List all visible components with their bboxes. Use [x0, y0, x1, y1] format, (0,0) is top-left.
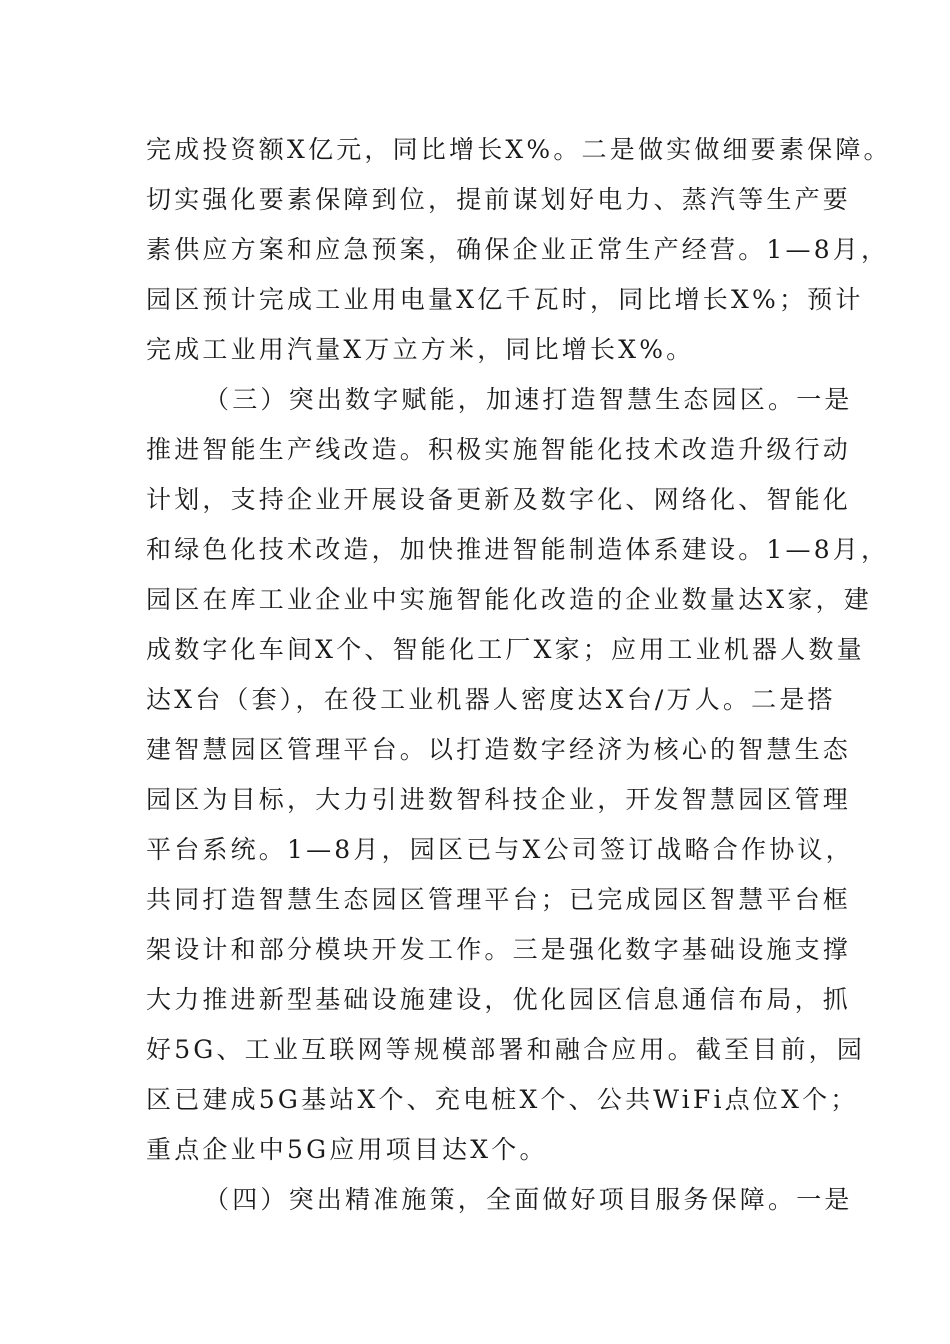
section-heading-line: （三）突出数字赋能，加速打造智慧生态园区。一是 [204, 385, 853, 414]
text-line: 好5G、工业互联网等规模部署和融合应用。截至目前，园 [146, 1035, 866, 1064]
text-line: 平台系统。1—8月，园区已与X公司签订战略合作协议， [146, 835, 854, 864]
text-line: 共同打造智慧生态园区管理平台；已完成园区智慧平台框 [146, 885, 852, 914]
text-line: 园区预计完成工业用电量X亿千瓦时，同比增长X%；预计 [146, 285, 864, 314]
text-line: 园区为目标，大力引进数智科技企业，开发智慧园区管理 [146, 785, 852, 814]
text-line: 重点企业中5G应用项目达X个。 [146, 1135, 548, 1164]
text-line: 切实强化要素保障到位，提前谋划好电力、蒸汽等生产要 [146, 185, 852, 214]
text-line: 成数字化车间X个、智能化工厂X家；应用工业机器人数量 [146, 635, 865, 664]
text-line: 达X台（套），在役工业机器人密度达X台/万人。二是搭 [146, 685, 836, 714]
text-line: 大力推进新型基础设施建设，优化园区信息通信布局，抓 [146, 985, 852, 1014]
text-line: 区已建成5G基站X个、充电桩X个、公共WiFi点位X个； [146, 1085, 859, 1114]
text-line: 推进智能生产线改造。积极实施智能化技术改造升级行动 [146, 435, 852, 464]
text-line: 完成投资额X亿元，同比增长X%。二是做实做细要素保障。 [146, 135, 892, 164]
text-line: 园区在库工业企业中实施智能化改造的企业数量达X家，建 [146, 585, 873, 614]
text-line: 完成工业用汽量X万立方米，同比增长X%。 [146, 335, 695, 364]
text-line: 建智慧园区管理平台。以打造数字经济为核心的智慧生态 [146, 735, 852, 764]
text-line: 架设计和部分模块开发工作。三是强化数字基础设施支撑 [146, 935, 852, 964]
text-line: 和绿色化技术改造，加快推进智能制造体系建设。1—8月， [146, 535, 890, 564]
text-line: 计划，支持企业开展设备更新及数字化、网络化、智能化 [146, 485, 852, 514]
text-line: 素供应方案和应急预案，确保企业正常生产经营。1—8月， [146, 235, 890, 264]
section-heading-line: （四）突出精准施策，全面做好项目服务保障。一是 [204, 1185, 853, 1214]
